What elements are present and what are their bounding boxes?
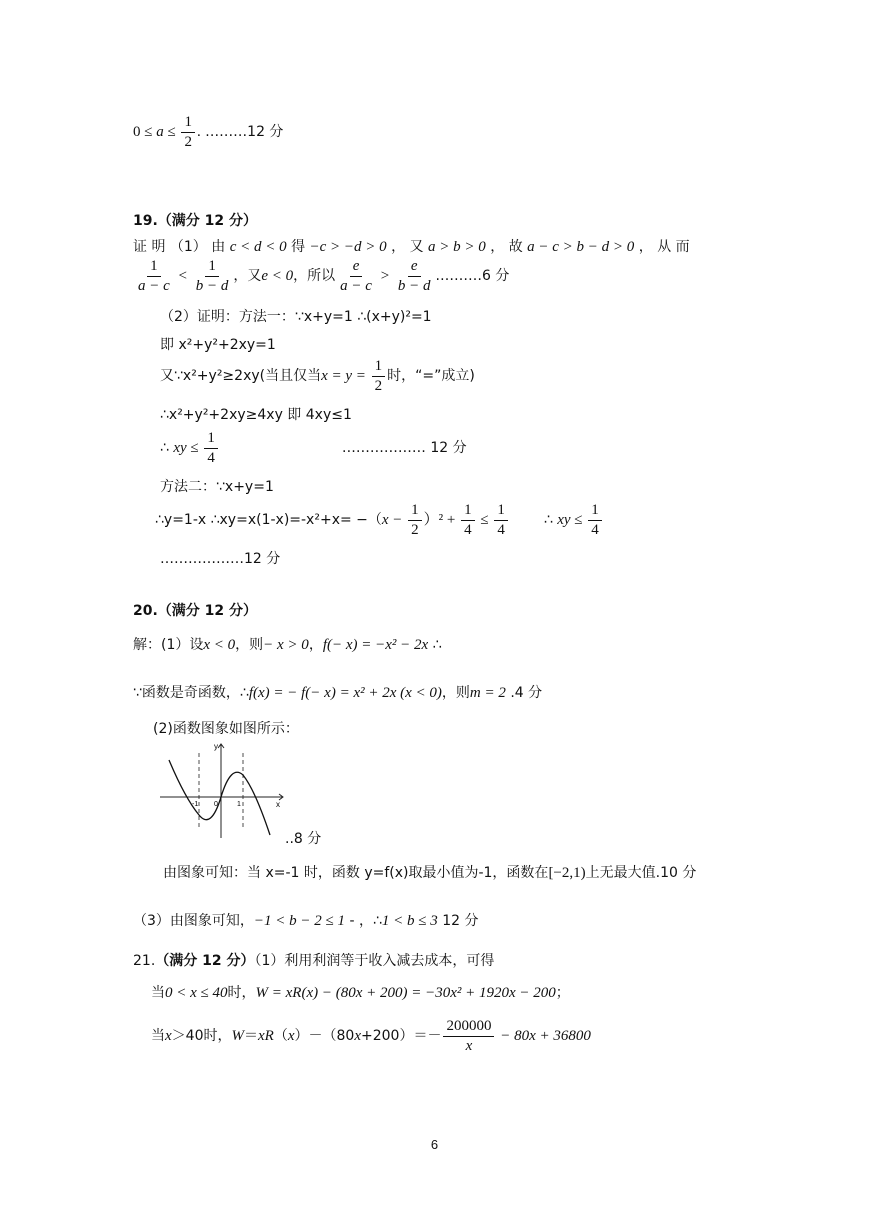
q19-line-expand: 即 x²+y²+2xy=1	[160, 337, 276, 353]
q20-part3: （3）由图象可知，−1 < b − 2 ≤ 1 - ，∴1 < b ≤ 3 12 分	[133, 913, 479, 929]
q20-part2-conclusion: 由图象可知：当 x=-1 时，函数 y=f(x)取最小值为-1，函数在[−2,1)上无最大值.10 分	[163, 865, 697, 881]
graph-tick-1: 1	[237, 801, 241, 808]
q19-method2-derivation: ∴y=1-x ∴xy=x(1-x)=-x²+x= −（x − $\frac{1}{2}$ ）² + $\frac{1}{4}$ ≤ $\frac{1}{4}$ ∴ xy ≤ $\frac{1}{4}$	[155, 502, 604, 539]
q20-part2-heading: (2)函数图象如图所示：	[153, 721, 299, 737]
graph-tick-neg1: -1	[192, 801, 199, 808]
q19-part2-method1: （2）证明：方法一：∵x+y=1 ∴(x+y)²=1	[160, 309, 432, 325]
graph-x-label: x	[276, 800, 280, 809]
result-line-a-range: 0 ≤ a ≤ $\frac{1}{2}$ . ………12 分	[133, 114, 284, 150]
q19-method2: 方法二：∵x+y=1	[160, 479, 274, 495]
q20-title: 20.（满分 12 分）	[133, 603, 258, 619]
fraction-one-half: $\frac{1}{2}$	[181, 114, 195, 151]
function-graph	[155, 738, 290, 843]
q19-proof-line-1: 证 明 （1） 由 c < d < 0 得 −c > −d > 0 ， 又 a > b > 0 ， 故 a − c > b − d > 0 ， 从 而	[133, 239, 690, 255]
q20-score-8: ..8 分	[285, 831, 322, 847]
page-number: 6	[430, 1137, 439, 1152]
q19-line-conclusion-1: ∴ xy ≤ $\frac{1}{4}$ ……………… 12 分	[160, 430, 467, 466]
q21-case-1: 当0 < x ≤ 40时，W = xR(x) − (80x + 200) = −30x² + 1920x − 200；	[151, 985, 570, 1001]
q19-score-12: ………………12 分	[160, 551, 281, 567]
q20-part1-line1: 解：(1）设x < 0，则− x > 0，f(− x) = −x² − 2x ∴	[133, 637, 442, 653]
q19-proof-line-2: $\frac{1}{a - c}$ < $\frac{1}{b - d}$ ，又e < 0，所以 $\frac{e}{a - c}$ > $\frac{e}{b - d}$ .………6 分	[138, 258, 510, 294]
q19-line-ineq: 又∵x²+y²≥2xy(当且仅当x = y = $\frac{1}{2}$ 时，“=”成立)	[160, 358, 475, 394]
graph-y-label: y	[214, 742, 218, 751]
graph-tick-0: 0	[214, 801, 218, 808]
q19-title: 19.（满分 12 分）	[133, 213, 258, 229]
q19-line-4xy: ∴x²+y²+2xy≥4xy 即 4xy≤1	[160, 407, 352, 423]
q21-intro: 21.（满分 12 分）（1）利用利润等于收入减去成本，可得	[133, 953, 495, 969]
q20-part1-line2: ∵函数是奇函数，∴f(x) = − f(− x) = x² + 2x (x < 0)，则m = 2 .4 分	[133, 685, 543, 701]
q21-case-2: 当x＞40时，W＝xR（x）－（80x+200）＝－ $\frac{200000}{x}$ − 80x + 36800	[151, 1018, 591, 1054]
